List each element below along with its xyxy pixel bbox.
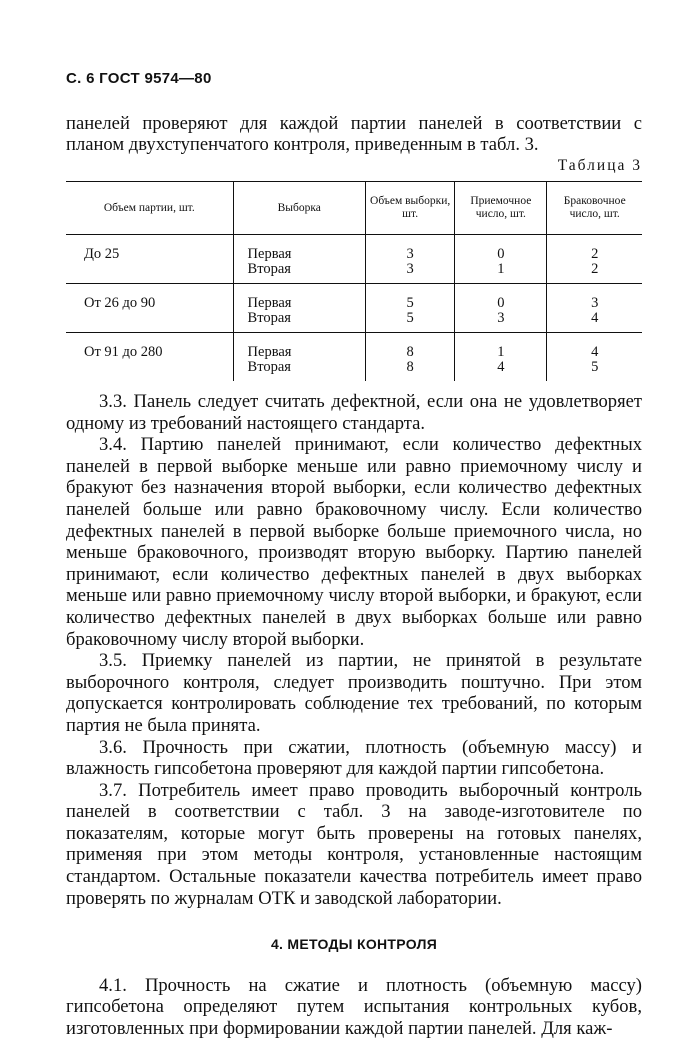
section-title: 4. МЕТОДЫ КОНТРОЛЯ [270, 936, 438, 953]
sample-cell: Первая Вторая [233, 235, 365, 284]
paragraph-3-5: 3.5. Приемку панелей из партии, не принятой в результате выборочного контроля, следует производить поштучно. При этом допускается контролировать соблюдение тех требований, по которым партия не была принята. [66, 650, 642, 736]
sample-cell: Первая Вторая [233, 284, 365, 333]
table-caption: Таблица 3 [557, 157, 642, 174]
header-sample-size: Объем выборки, шт. [366, 182, 455, 235]
acceptance-number-cell: 1 4 [455, 333, 547, 382]
header-rejection-number: Браковочное число, шт. [547, 182, 642, 235]
sample-cell: Первая Вторая [233, 333, 365, 382]
lot-size-cell: От 91 до 280 [84, 344, 163, 360]
lot-size-cell: До 25 [66, 235, 233, 284]
table-row [66, 284, 642, 333]
table-row [66, 235, 642, 284]
sample-size-cell: 5 5 [366, 284, 455, 333]
body-text [66, 391, 642, 1040]
lot-size-cell: От 26 до 90 [66, 284, 233, 333]
sample-size-cell: 8 8 [366, 333, 455, 382]
sample-size-cell: 3 3 [366, 235, 455, 284]
acceptance-number-cell: 0 1 [455, 235, 547, 284]
paragraph-3-4: 3.4. Партию панелей принимают, если количество дефектных панелей в первой выборке меньше или равно приемочному числу и бракуют без назначения второй выборки, если количество дефектных панелей больше или равно браковочному числу. Если количество дефектных панелей в первой выборке больше приемочного числа, но меньше браковочного, производят вторую выборку. Партию панелей принимают, если количество дефектных панелей в двух выборках меньше или равно приемочному числу второй выборки, и бракуют, если количество дефектных панелей в двух выборках больше или равно браковочному числу второй выборки. [66, 434, 642, 650]
rejection-number-cell: 3 4 [547, 284, 642, 333]
rejection-number-cell: 4 5 [547, 333, 642, 382]
acceptance-number-cell: 0 3 [455, 284, 547, 333]
intro-paragraph: панелей проверяют для каждой партии панелей в соответствии с планом двухступенчатого контроля, приведенным в табл. 3. [66, 113, 642, 155]
table-header-row [66, 182, 642, 235]
rejection-number-cell: 2 2 [547, 235, 642, 284]
header-lot-size: Объем партии, шт. [66, 182, 233, 235]
paragraph-3-6: 3.6. Прочность при сжатии, плотность (объемную массу) и влажность гипсобетона проверяют для каждой партии гипсобетона. [66, 736, 642, 780]
running-head: С. 6 ГОСТ 9574—80 [66, 70, 212, 87]
paragraph-3-7: 3.7. Потребитель имеет право проводить выборочный контроль панелей в соответствии с табл. 3 на заводе-изготовителе по показателям, которые могут быть проверены на готовых панелях, применяя при этом методы контроля, установленные настоящим стандартом. Остальные показатели качества потребитель имеет право проверять по журналам ОТК и заводской лаборатории. [66, 779, 642, 909]
header-acceptance-number: Приемочное число, шт. [455, 182, 547, 235]
header-sample: Выборка [233, 182, 365, 235]
document-page [66, 70, 642, 1040]
paragraph-4-1: 4.1. Прочность на сжатие и плотность (объемную массу) гипсобетона определяют путем испытания контрольных кубов, изготовленных при формировании каждой партии панелей. Для каж- [66, 974, 642, 1040]
sampling-plan-table [66, 181, 642, 381]
paragraph-3-3: 3.3. Панель следует считать дефектной, если она не удовлетворяет одному из требований настоящего стандарта. [66, 391, 642, 434]
table-row [66, 333, 642, 382]
